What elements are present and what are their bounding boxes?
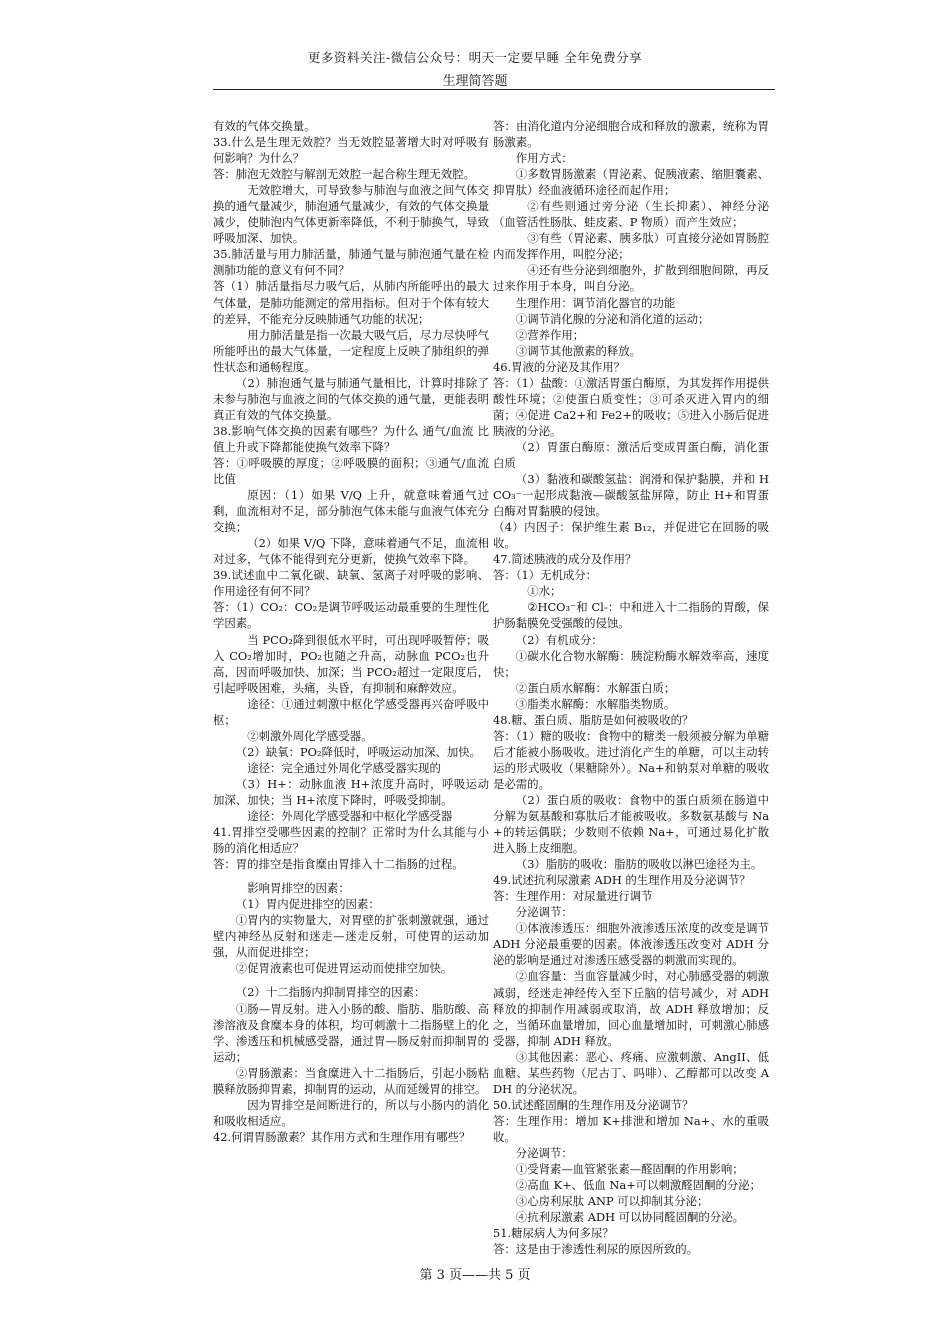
paragraph: ③其他因素：恶心、疼痛、应激刺激、AngII、低血糖、某些药物（尼古丁、吗啡）、乙醇都可以改变 ADH 的分泌状况。 [493, 1049, 769, 1096]
answer-text: 答：（1）糖的吸收：食物中的糖类一般须被分解为单糖后才能被小肠吸收。进过消化产生的单糖，可以主动转运的形式吸收（果糖除外）。Na+和钠泵对单糖的吸收是必需的。 [493, 728, 769, 791]
paragraph: ③调节其他激素的释放。 [515, 343, 642, 358]
paragraph: ③脂类水解酶：水解脂类物质。 [515, 696, 676, 711]
paragraph: ②血容量：当血容量减少时，对心肺感受器的刺激减弱，经迷走神经传入至下丘脑的信号减少，对 ADH 释放的抑制作用减弱或取消，故 ADH 释放增加；反之，当循环血量增加，回心血量增加时，可刺激心肺感受器，抑制 ADH 释放。 [493, 969, 769, 1048]
document-title: 生理简答题 [442, 74, 508, 89]
paragraph: 作用方式： [515, 151, 573, 166]
paragraph: ②刺激外周化学感受器。 [247, 728, 373, 743]
left-column [213, 118, 489, 1145]
paragraph: ②蛋白质水解酶：水解蛋白质； [515, 680, 676, 695]
question-heading: 39.试述血中二氧化碳、缺氧、氢离子对呼吸的影响、作用途径有何不同？ [213, 568, 489, 599]
question-heading: 46.胃液的分泌及其作用？ [493, 359, 626, 374]
question-heading: 33.什么是生理无效腔？当无效腔显著增大时对呼吸有何影响？为什么？ [213, 135, 489, 166]
question-heading: 47.简述胰液的成分及作用？ [493, 552, 637, 567]
question-heading: 49.试述抗利尿激素 ADH 的生理作用及分泌调节？ [493, 873, 751, 888]
paragraph: 无效腔增大，可导致参与肺泡与血液之间气体交换的通气量减少，肺泡通气量减少，有效的气体交换量减少，使肺泡内气体更新率降低，不利于肺换气，导致呼吸加深、加快。 [213, 183, 489, 246]
paragraph: ②有些则通过旁分泌（生长抑素）、神经分泌（血管活性肠肽、蛙皮素、P 物质）而产生效应； [493, 199, 769, 230]
header-banner: 更多资料关注-微信公众号：明天一定要早睡 全年免费分享 [307, 50, 643, 65]
paragraph: ①胃内的实物量大，对胃壁的扩张刺激就强，通过壁内神经丛反射和迷走—迷走反射，可使胃的运动加强，从而促进排空； [213, 913, 489, 960]
paragraph: ①调节消化腺的分泌和消化道的运动； [515, 311, 710, 326]
paragraph: ②胃肠激素：当食糜进入十二指肠后，引起小肠粘膜释放肠抑胃素，抑制胃的运动，从而延缓胃的排空。 [213, 1065, 489, 1096]
paragraph: 当 PCO₂降到很低水平时，可出现呼吸暂停；吸入 CO₂增加时，PO₂也随之升高，动脉血 PCO₂也升高，因而呼吸加快、加深；当 PCO₂超过一定限度后，引起呼吸困难，头痛，头昏，有抑制和麻醉效应。 [213, 632, 489, 695]
paragraph: ②高血 K+、低血 Na+可以刺激醛固酮的分泌； [515, 1178, 762, 1193]
answer-text: 答：肺泡无效腔与解剖无效腔一起合称生理无效腔。 [213, 167, 475, 182]
paragraph: （2）十二指肠内抑制胃排空的因素： [235, 985, 426, 1000]
paragraph: ①体液渗透压：细胞外液渗透压浓度的改变是调节 ADH 分泌最重要的因素。体液渗透压改变对 ADH 分泌的影响是通过对渗透压感受器的刺激而实现的。 [493, 921, 769, 968]
paragraph: ②HCO₃⁻和 Cl-：中和进入十二指肠的胃酸，保护肠黏膜免受强酸的侵蚀。 [493, 600, 769, 631]
paragraph: 分泌调节： [515, 1146, 573, 1160]
paragraph: （2）蛋白质的吸收：食物中的蛋白质须在肠道中分解为氨基酸和寡肽后才能被吸收。多数氨基酸与 Na+的转运偶联；少数则不依赖 Na+，可通过易化扩散进入肠上皮细胞。 [493, 792, 769, 856]
question-heading: 51.糖尿病人为何多尿？ [493, 1226, 614, 1241]
right-column [493, 118, 769, 1257]
paragraph: ①水； [527, 584, 562, 599]
question-heading: 50.试述醛固酮的生理作用及分泌调节？ [493, 1097, 694, 1112]
paragraph: ③有些（胃泌素、胰多肽）可直接分泌如胃肠腔内而发挥作用，叫腔分泌； [493, 231, 769, 262]
paragraph: 分泌调节： [515, 905, 573, 920]
question-heading: 48.糖、蛋白质、脂肪是如何被吸收的？ [493, 712, 694, 727]
paragraph: （2）胃蛋白酶原：激活后变成胃蛋白酶，消化蛋白质 [493, 439, 769, 470]
paragraph: （2）肺泡通气量与肺通气量相比，计算时排除了未参与肺泡与血液之间的气体交换的通气量，更能表明真正有效的气体交换量。 [213, 375, 489, 422]
answer-text: 答：生理作用：对尿量进行调节 [493, 889, 653, 904]
paragraph: 途径：①通过刺激中枢化学感受器再兴奋呼吸中枢； [213, 696, 489, 727]
answer-text: 答：（1）盐酸：①激活胃蛋白酶原，为其发挥作用提供酸性环境；②使蛋白质变性；③可杀灭进入胃内的细菌；④促进 Ca2+和 Fe2+的吸收；⑤进入小肠后促进胰液的分泌。 [493, 375, 769, 438]
question-heading: 35.肺活量与用力肺活量，肺通气量与肺泡通气量在检测肺功能的意义有何不同？ [213, 247, 489, 278]
paragraph: 影响胃排空的因素： [247, 881, 350, 896]
paragraph: ④抗利尿激素 ADH 可以协同醛固酮的分泌。 [515, 1210, 744, 1225]
answer-text: 答：生理作用：增加 K+排泄和增加 Na+、水的重吸收。 [493, 1113, 769, 1144]
paragraph: ④还有些分泌到细胞外，扩散到细胞间隙，再反过来作用于本身，叫自分泌。 [493, 263, 769, 294]
question-heading: 41.胃排空受哪些因素的控制？正常时为什么其能与小肠的消化相适应？ [213, 825, 489, 856]
paragraph: 原因：（1）如果 V/Q 上升，就意味着通气过剩，血流相对不足，部分肺泡气体未能与血液气体充分交换； [213, 488, 489, 535]
paragraph: 生理作用：调节消化器官的功能 [515, 295, 676, 310]
paragraph: 途径：完全通过外周化学感受器实现的 [247, 760, 441, 775]
paragraph: ①肠—胃反射。进入小肠的酸、脂肪、脂肪酸、高渗溶液及食糜本身的体积，均可刺激十二指肠壁上的化学、渗透压和机械感受器，通过胃—肠反射而抑制胃的运动； [213, 1001, 489, 1064]
paragraph: ③心房利尿肽 ANP 可以抑制其分泌； [515, 1194, 709, 1209]
question-heading: 38.影响气体交换的因素有哪些？为什么 通气/血流 比值上升或下降都能使换气效率下降？ [213, 423, 489, 454]
paragraph: ②促胃液素也可促进胃运动而使排空加快。 [235, 961, 453, 976]
paragraph: （3）H+：动脉血液 H+浓度升高时，呼吸运动加深、加快；当 H+浓度下降时，呼吸受抑制。 [213, 776, 489, 807]
answer-text: 答：（1）CO₂：CO₂是调节呼吸运动最重要的生理性化学因素。 [213, 600, 489, 631]
paragraph: 因为胃排空是间断进行的，所以与小肠内的消化和吸收相适应。 [213, 1097, 489, 1128]
paragraph: （1）胃内促进排空的因素： [235, 897, 380, 912]
paragraph: 有效的气体交换量。 [213, 119, 316, 133]
header-divider [213, 89, 775, 90]
question-heading: 42.何谓胃肠激素？其作用方式和生理作用有哪些？ [213, 1129, 471, 1144]
paragraph: （2）有机成分： [515, 632, 603, 647]
paragraph: （2）如果 V/Q 下降，意味着通气不足，血流相对过多，气体不能得到充分更新，使换气效率下降。 [213, 536, 489, 567]
paragraph: （3）脂肪的吸收：脂肪的吸收以淋巴途径为主。 [515, 857, 763, 872]
answer-text: 答（1）肺活量指尽力吸气后，从肺内所能呼出的最大气体量，是肺功能测定的常用指标。但对于个体有较大的差异，不能充分反映肺通气功能的状况； [213, 279, 489, 326]
page-indicator: 第 3 页——共 5 页 [419, 1268, 531, 1283]
paragraph: （3）黏液和碳酸氢盐：润滑和保护黏膜，并和 HCO₃⁻一起形成黏液—碳酸氢盐屏障，防止 H+和胃蛋白酶对胃黏膜的侵蚀。 [493, 472, 769, 519]
paragraph: 途径：外周化学感受器和中枢化学感受器 [247, 809, 453, 824]
paragraph: ②营养作用； [515, 327, 585, 342]
paragraph: ①碳水化合物水解酶：胰淀粉酶水解效率高，速度快； [493, 648, 769, 679]
paragraph: ①多数胃肠激素（胃泌素、促胰液素、缩胆囊素、抑胃肽）经血液循环途径而起作用； [493, 167, 769, 198]
paragraph: 用力肺活量是指一次最大吸气后，尽力尽快呼气所能呼出的最大气体量，一定程度上反映了肺组织的弹性状态和通畅程度。 [213, 327, 489, 374]
answer-text: 答：（1）无机成分： [493, 568, 598, 583]
paragraph: ①受肾素—血管紧张素—醛固酮的作用影响； [515, 1162, 744, 1177]
paragraph: （2）缺氧：PO₂降低时，呼吸运动加深、加快。 [235, 744, 482, 759]
paragraph: （4）内因子：保护维生素 B₁₂，并促进它在回肠的吸收。 [493, 520, 769, 551]
answer-text: 答：胃的排空是指食糜由胃排入十二指肠的过程。 [213, 857, 464, 872]
answer-text: 答：这是由于渗透性利尿的原因所致的。 [493, 1242, 699, 1257]
answer-text: 答：由消化道内分泌细胞合成和释放的激素，统称为胃肠激素。 [493, 119, 769, 150]
answer-text: 答：①呼吸膜的厚度；②呼吸膜的面积；③通气/血流 比值 [213, 455, 489, 487]
